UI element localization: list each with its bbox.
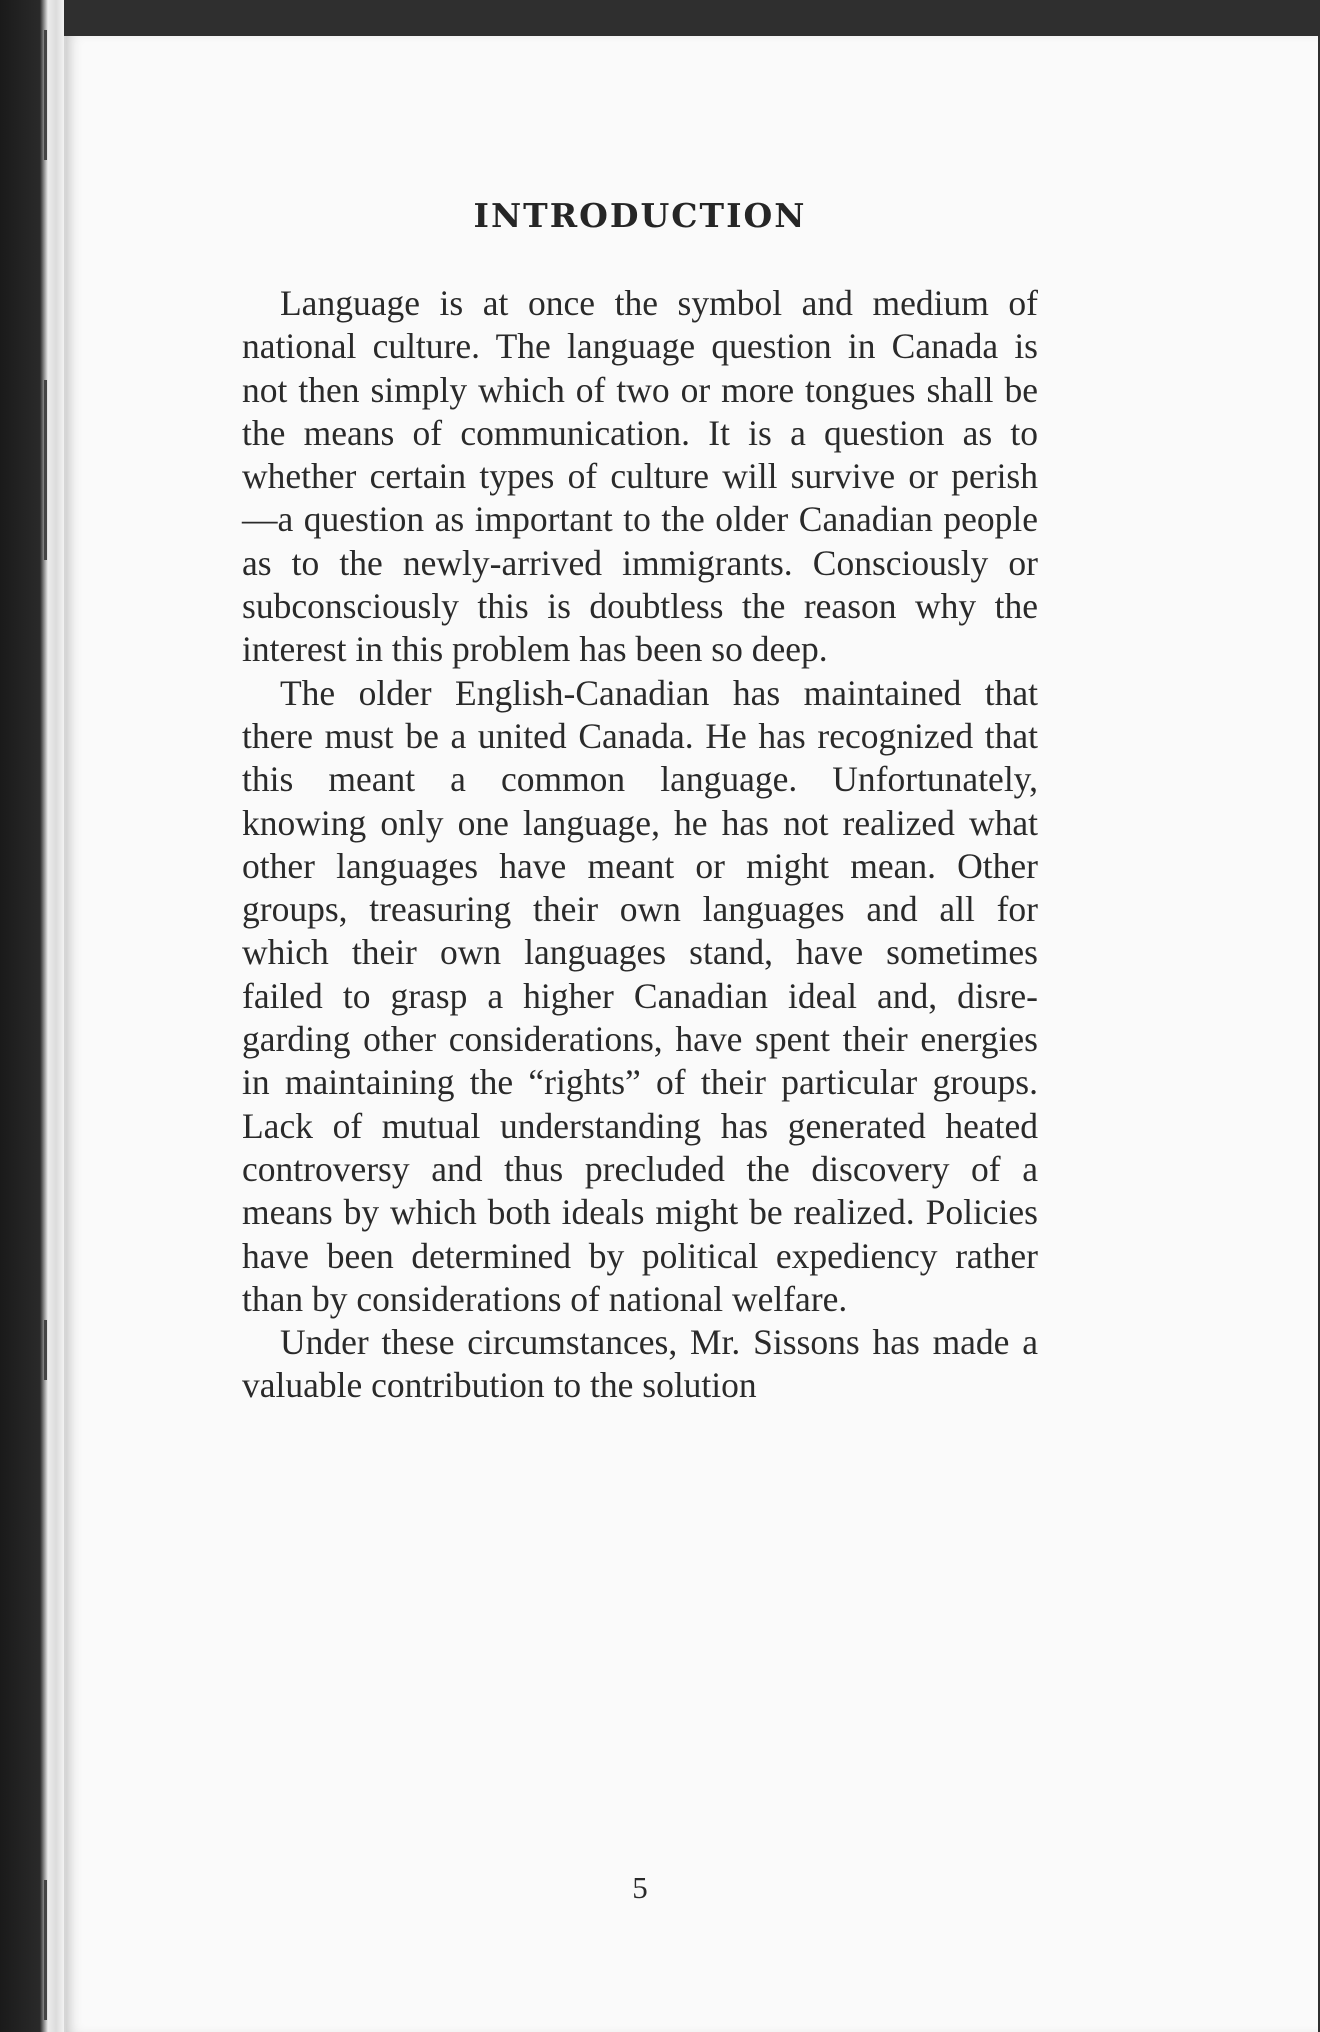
paragraph: Under these circumstances, Mr. Sissons has made a valuable contribution to the solution: [242, 1322, 1038, 1406]
gutter-shadow-line: [44, 380, 47, 560]
paragraph: Language is at once the symbol and medium of national culture. The language question in Canada is not then simply which of two or more tongues shall be the means of communication. It is a question as to whether certain types of culture will survive or perish—a question as important to the older Canadian people as to the newly-arrived immigrants. Consciously or subconsciously this is doubtless the reason why the interest in this problem has been so deep.: [242, 283, 1038, 670]
paragraph: The older English-Canadian has maintained that there must be a united Canada. He has recognized that this meant a common language. Unfortunately, knowing only one language, he has not realized what other languages have meant or might mean. Other groups, treasuring their own languages and all for which their own languages stand, have sometimes failed to grasp a higher Canadian ideal and, disregarding other considerations, have spent their energies in maintaining the “rights” of their particular groups. Lack of mutual understanding has generated heated controversy and thus precluded the discovery of a means by which both ideals might be realized. Policies have been determined by political expediency rather than by considerations of national welfare.: [242, 672, 1038, 1319]
body-text: [242, 282, 1038, 1408]
gutter-shadow-line: [44, 30, 47, 160]
chapter-heading: INTRODUCTION: [473, 196, 807, 235]
book-gutter: [0, 0, 64, 2032]
page-number: 5: [632, 1870, 648, 1905]
gutter-shadow-line: [44, 1320, 47, 1380]
